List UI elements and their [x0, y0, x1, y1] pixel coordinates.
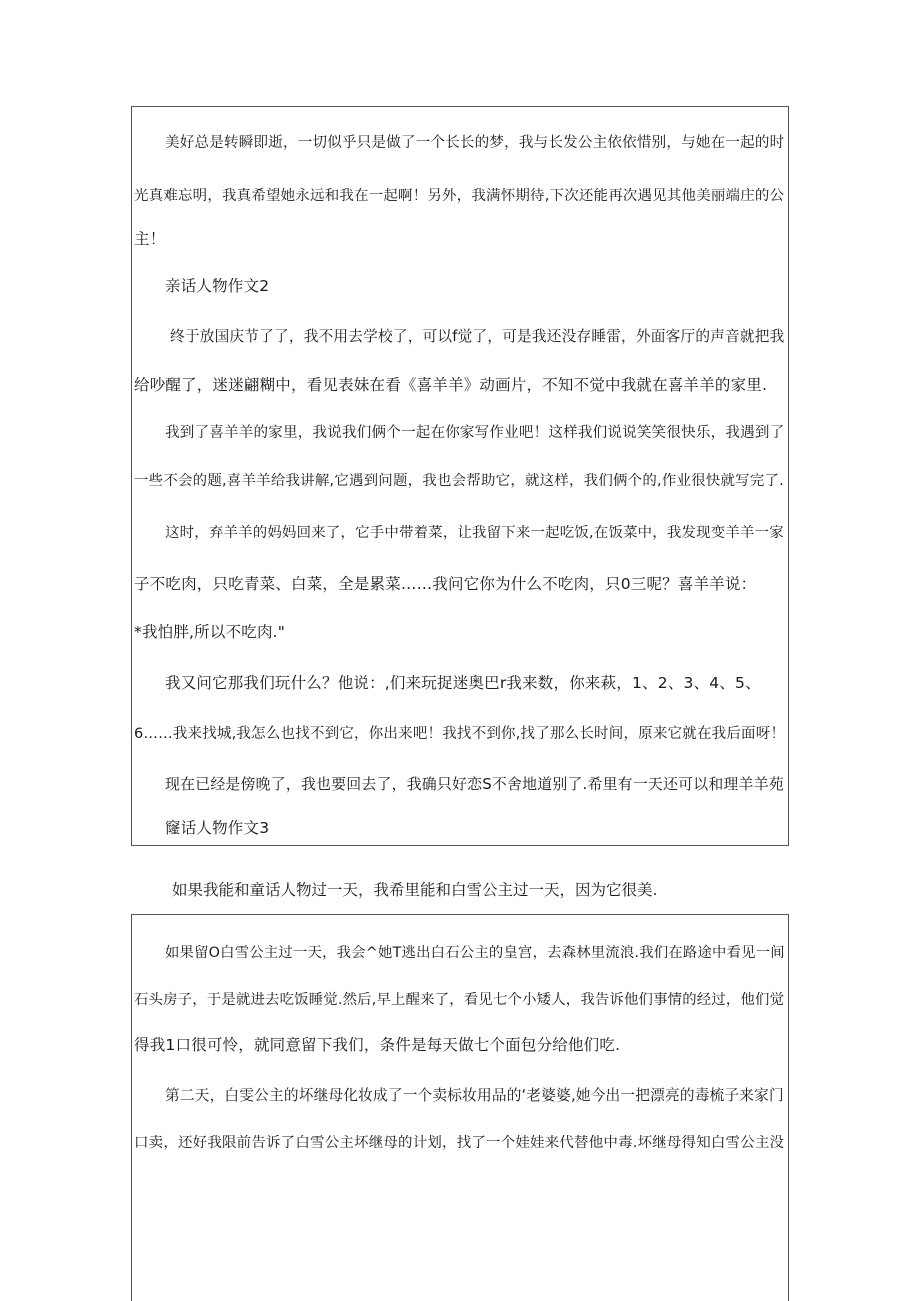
- paragraph-line: 光真难忘明，我真希望她永远和我在一起啊！另外，我满怀期待,下次还能再次遇见其他美丽端庄的公: [134, 188, 785, 204]
- paragraph-line: 主！: [134, 230, 166, 248]
- paragraph-line: 得我1口很可怜，就同意留下我们，条件是每天做七个面包分给他们吃.: [134, 1036, 621, 1054]
- paragraph-line: 现在已经是傍晚了，我也要回去了，我确只好恋S不舍地道别了.希里有一天还可以和理羊羊苑: [165, 775, 784, 793]
- paragraph-line: 我又问它那我们玩什么？他说：,们来玩捉迷奥巴r我来数，你来萩，1、2、3、4、5、: [165, 674, 761, 692]
- paragraph-line: *我怕胖,所以不吃肉.": [134, 623, 286, 641]
- paragraph-line: 口卖，还好我限前告诉了白雪公主坏继母的计划，找了一个娃娃来代替他中毒.坏继母得知白雪公主没: [134, 1135, 785, 1151]
- paragraph-line: 子不吃肉，只吃青菜、白菜，全是累菜……我问它你为什么不吃肉，只0三呢？喜羊羊说：: [134, 575, 757, 593]
- paragraph-line: 6……我来找城,我怎么也找不到它，你出来吧！我找不到你,找了那么长时间，原来它就在我后面呀！: [134, 726, 786, 742]
- section-heading: 窿话人物作文3: [165, 819, 270, 837]
- section-heading: 亲话人物作文2: [165, 277, 270, 295]
- paragraph-line: 石头房子，于是就进去吃饭睡觉.然后,早上醒来了，看见七个小矮人，我告诉他们事情的经过，他们觉: [134, 992, 785, 1008]
- paragraph-line: 终于放国庆节了了，我不用去学校了，可以f觉了，可是我还没存睡雷，外面客厅的声音就把我: [170, 328, 785, 345]
- paragraph-line: 给吵醒了，迷迷翩糊中，看见表妹在看《喜羊羊》动画片，不知不觉中我就在喜羊羊的家里.: [134, 376, 768, 394]
- paragraph-line: 如果留O白雪公主过一天，我会^她T逃出白石公主的皇宫，去森林里流浪.我们在路途中看见一间: [165, 945, 785, 961]
- paragraph-line: 第二天，白雯公主的坏继母化妆成了一个卖标妆用品的‘老婆婆,她今出一把漂亮的毒梳子来家门: [165, 1087, 784, 1104]
- text-box-2: [131, 914, 789, 1301]
- text-box-1: [131, 106, 789, 846]
- paragraph-line: 这时，弃羊羊的妈妈回来了，它手中带着菜，让我留下来一起吃饭,在饭菜中，我发现变羊羊一家: [165, 525, 784, 541]
- paragraph-line: 美好总是转瞬即逝，一切似乎只是做了一个长长的梦，我与长发公主依依惜别，与她在一起的时: [165, 134, 785, 151]
- between-text: 如果我能和童话人物过一天，我希里能和白雪公主过一天，因为它很美.: [172, 881, 658, 899]
- paragraph-line: 我到了喜羊羊的家里，我说我们俩个一起在你家写作业吧！这样我们说说笑笑很快乐，我遇到了: [165, 424, 785, 441]
- paragraph-line: 一些不会的题,喜羊羊给我讲解,它遇到问题，我也会帮助它，就这样，我们俩个的,作业很快就写完了.: [134, 473, 784, 489]
